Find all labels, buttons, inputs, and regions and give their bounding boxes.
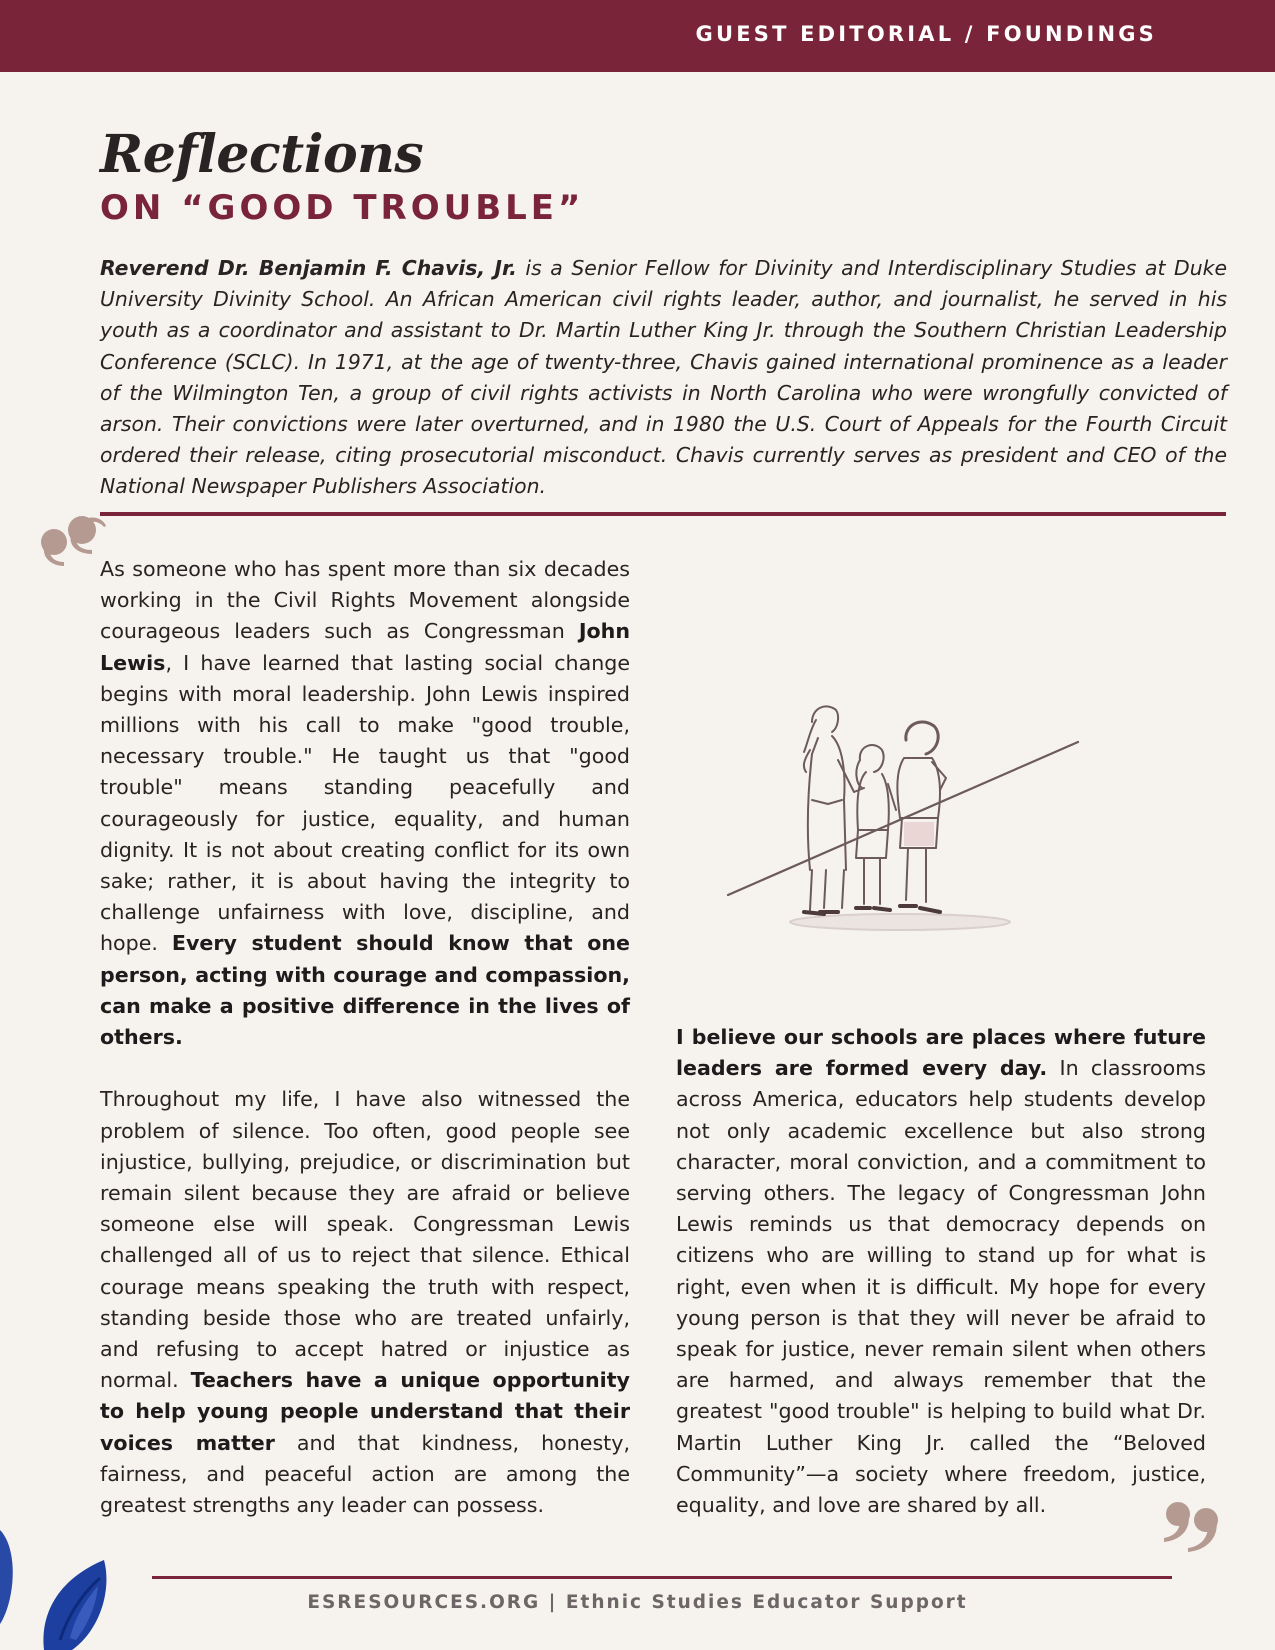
close-quote-icon	[1158, 1500, 1222, 1558]
open-quote-icon	[38, 512, 106, 576]
title-caps: ON “GOOD TROUBLE”	[100, 188, 585, 228]
section-label: GUEST EDITORIAL / FOUNDINGS	[695, 22, 1157, 46]
header-bar	[0, 0, 1275, 72]
paragraph-2: Throughout my life, I have also witnessed the problem of silence. Too often, good people see injustice, bullying, prejudice, or discrimination but remain silent because they are afraid or believe someone else will speak. Congressman Lewis challenged all of us to reject that silence. Ethical courage means speaking the truth with respect, standing beside those who are treated unfairly, and refusing to accept hatred or injustice as normal. Teachers have a unique opportunity to help young people understand that their voices matter and that kindness, honesty, fairness, and peaceful action are among the greatest strengths any leader can possess.	[100, 1087, 630, 1518]
teacher-and-children-illustration	[720, 680, 1080, 980]
leaf-decoration-icon	[0, 1520, 120, 1650]
author-bio	[100, 253, 1227, 503]
paragraph-1: As someone who has spent more than six decades working in the Civil Rights Movement alongside courageous leaders such as Congressman John Lewis, I have learned that lasting social change begins with moral leadership. John Lewis inspired millions with his call to make "good trouble, necessary trouble." He taught us that "good trouble" means standing peacefully and courageously for justice, equality, and human dignity. It is not about creating conflict for its own sake; rather, it is about having the integrity to challenge unfairness with love, discipline, and hope. Every student should know that one person, acting with courage and compassion, can make a positive difference in the lives of others.	[100, 557, 630, 1050]
article-column-right	[676, 1022, 1206, 1552]
title-script: Reflections	[100, 124, 424, 185]
paragraph-3: I believe our schools are places where future leaders are formed every day. In classrooms across America, educators help students develop not only academic excellence but also strong character, moral conviction, and a commitment to serving others. The legacy of Congressman John Lewis reminds us that democracy depends on citizens who are willing to stand up for what is right, even when it is difficult. My hope for every young person is that they will never be afraid to speak for justice, never remain silent when others are harmed, and always remember that the greatest "good trouble" is helping to build what Dr. Martin Luther King Jr. called the “Beloved Community”—a society where freedom, justice, equality, and love are shared by all.	[676, 1025, 1206, 1518]
article-column-left	[100, 554, 630, 1552]
divider-top	[100, 512, 1226, 516]
divider-bottom	[152, 1576, 1172, 1579]
bio-text: is a Senior Fellow for Divinity and Interdisciplinary Studies at Duke University Divinity School. An African American civil rights leader, author, and journalist, he served in his youth as a coordinator and assistant to Dr. Martin Luther King Jr. through the Southern Christian Leadership Conference (SCLC). In 1971, at the age of twenty-three, Chavis gained international prominence as a leader of the Wilmington Ten, a group of civil rights activists in North Carolina who were wrongfully convicted of arson. Their convictions were later overturned, and in 1980 the U.S. Court of Appeals for the Fourth Circuit ordered their release, citing prosecutorial misconduct. Chavis currently serves as president and CEO of the National Newspaper Publishers Association.	[100, 256, 1227, 499]
footer-text: ESRESOURCES.ORG | Ethnic Studies Educator Support	[307, 1592, 968, 1613]
author-name: Reverend Dr. Benjamin F. Chavis, Jr.	[100, 256, 517, 280]
